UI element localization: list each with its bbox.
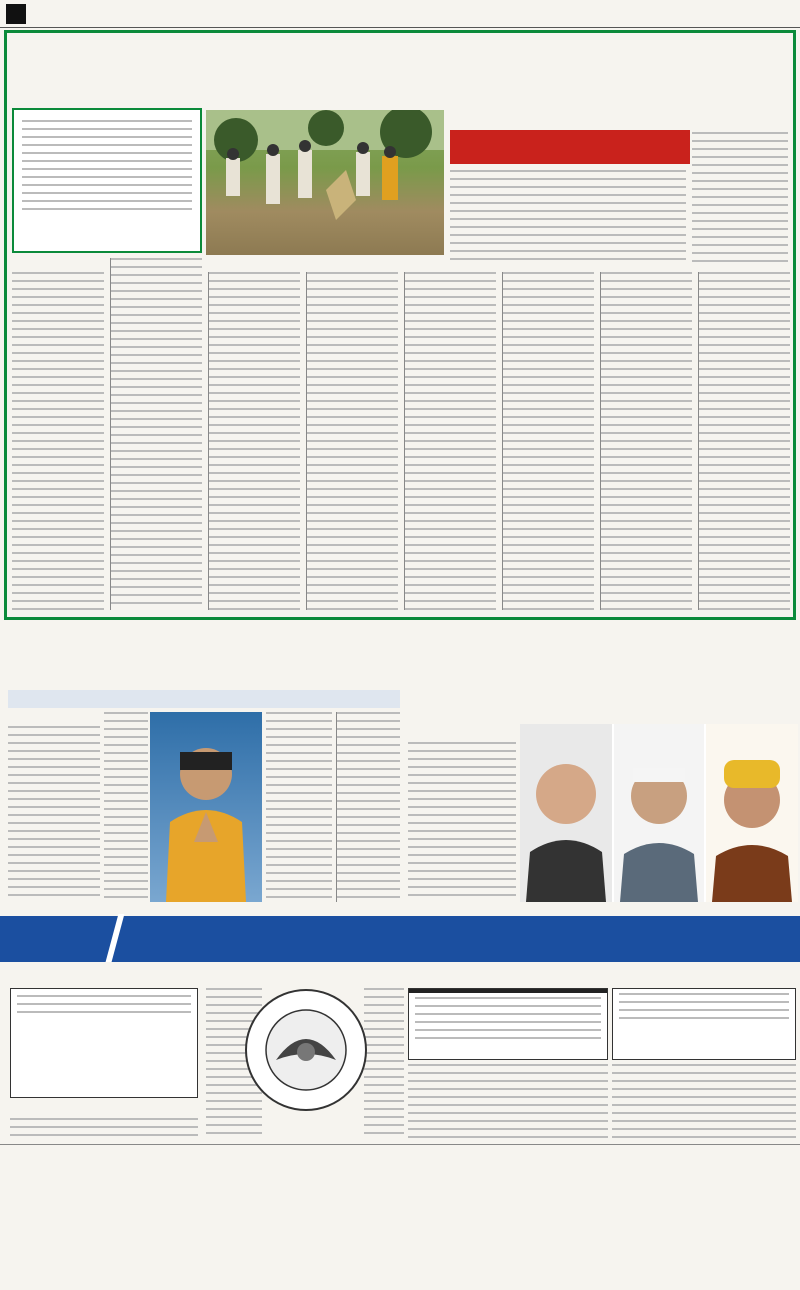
lead-photo <box>206 110 444 255</box>
lead-col-1 <box>12 272 104 610</box>
lead-col-3 <box>208 272 300 610</box>
lead-col-7 <box>600 272 692 610</box>
heat-headline <box>450 108 790 128</box>
weather-sidebar-body <box>22 120 192 210</box>
leaders-portraits <box>520 724 798 902</box>
farm-officials-photo <box>206 110 444 255</box>
rahul-body <box>408 742 516 898</box>
fishermen-subheadline <box>8 690 400 708</box>
fishermen-col-2 <box>104 712 148 902</box>
heat-kicker <box>450 130 690 164</box>
weather-sidebar-headline <box>14 110 200 116</box>
page-number <box>6 4 26 24</box>
voters-col-1 <box>10 1118 198 1138</box>
masthead <box>0 0 800 28</box>
voters-col-4 <box>408 1064 608 1138</box>
leaders-photos <box>520 724 798 902</box>
voter-drop-body <box>415 997 601 1041</box>
lead-col-2 <box>110 258 202 610</box>
third-gender-body <box>17 995 191 1017</box>
lead-col-6 <box>502 272 594 610</box>
third-gender-box <box>10 988 198 1098</box>
bottom-row <box>4 1148 796 1288</box>
fishermen-col-4 <box>336 712 400 902</box>
lead-col-8 <box>698 272 790 610</box>
male-female-box <box>612 988 796 1060</box>
rmc-seal-graphic <box>244 988 368 1112</box>
minister-photo <box>150 712 262 902</box>
lead-col-4 <box>306 272 398 610</box>
fishermen-col-1 <box>8 726 100 902</box>
minister-portrait <box>150 712 262 902</box>
voters-col-3 <box>364 988 404 1138</box>
weather-sidebar <box>12 108 202 253</box>
voter-drop-box <box>408 988 608 1060</box>
fishermen-col-3 <box>266 712 332 902</box>
rmc-seal <box>244 988 368 1112</box>
lead-col-5 <box>404 272 496 610</box>
male-female-body <box>619 993 789 1019</box>
voters-col-5 <box>612 1064 796 1138</box>
heat-body <box>450 170 686 260</box>
heat-body-right <box>692 132 788 262</box>
divider-rule <box>0 1144 800 1145</box>
voter-drop-headline <box>409 989 607 993</box>
